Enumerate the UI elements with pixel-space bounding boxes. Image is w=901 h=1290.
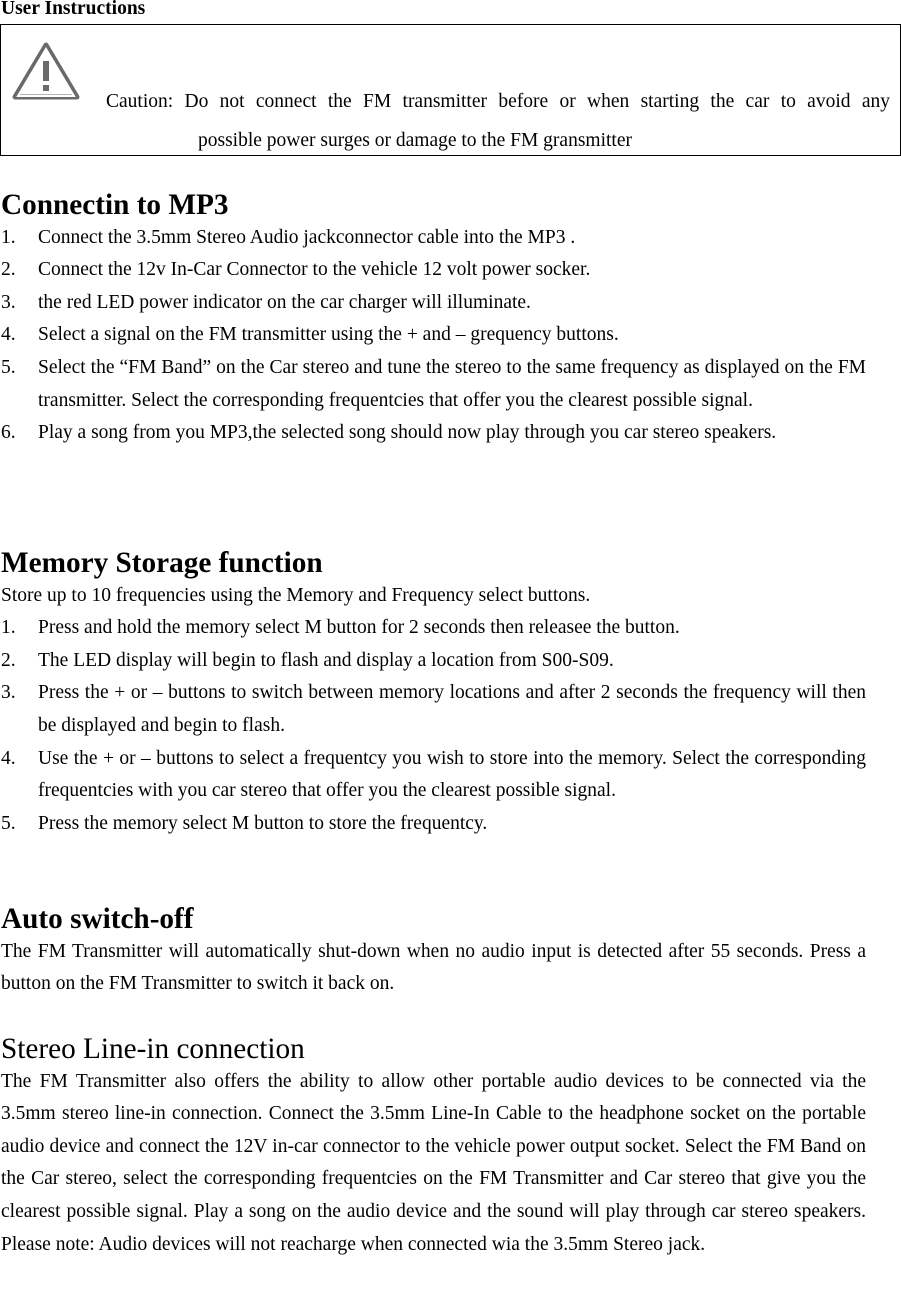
list-item (1, 808, 866, 841)
list-item (1, 645, 866, 678)
caution-box (0, 24, 901, 156)
caution-text (1, 83, 890, 161)
line-in-section (1, 1033, 866, 1261)
page-title: User Instructions (1, 0, 146, 19)
list-item-text: the red LED power indicator on the car charger will illuminate. (38, 291, 531, 313)
auto-off-text: The FM Transmitter will automatically shut-down when no audio input is detected after 55 seconds. Press a button on the FM Transmitter to switch it back on. (1, 940, 866, 995)
list-number: 2. (1, 259, 16, 281)
list-number: 4. (1, 747, 16, 769)
list-number: 4. (1, 324, 16, 346)
mp3-heading: Connectin to MP3 (1, 189, 229, 221)
memory-intro: Store up to 10 frequencies using the Memory and Frequency select buttons. (1, 584, 591, 606)
auto-off-section (1, 903, 866, 1001)
list-item (1, 319, 866, 352)
list-item-text: Press and hold the memory select M button for 2 seconds then releasee the button. (38, 617, 680, 639)
line-in-heading: Stereo Line-in connection (1, 1033, 305, 1065)
list-item-text: Press the memory select M button to store the frequentcy. (38, 812, 488, 834)
memory-heading: Memory Storage function (1, 547, 323, 579)
list-item-text: Select the “FM Band” on the Car stereo and tune the stereo to the same frequency as displayed on the FM transmitter. Select the corresponding frequentcies that offer you the clearest possible signal. (38, 356, 866, 411)
list-item (1, 417, 866, 450)
mp3-section (1, 189, 866, 450)
mp3-steps (1, 222, 866, 450)
list-item-text: The LED display will begin to flash and display a location from S00-S09. (38, 649, 614, 671)
caution-line-1: Caution: Do not connect the FM transmitter before or when starting the car to avoid any (106, 91, 890, 112)
list-number: 3. (1, 682, 16, 704)
auto-off-heading: Auto switch-off (1, 903, 194, 935)
list-item-text: Use the + or – buttons to select a frequentcy you wish to store into the memory. Select the corresponding frequentcies with you car stereo that offer you the clearest possible signal. (38, 747, 866, 802)
list-number: 5. (1, 356, 16, 378)
list-item (1, 222, 866, 255)
list-number: 1. (1, 226, 16, 248)
caution-line-2: possible power surges or damage to the FM gransmitter (198, 130, 632, 151)
list-item (1, 352, 866, 417)
list-item-text: Connect the 12v In-Car Connector to the vehicle 12 volt power socker. (38, 259, 591, 281)
memory-steps (1, 612, 866, 840)
list-item (1, 743, 866, 808)
list-item (1, 287, 866, 320)
list-number: 2. (1, 649, 16, 671)
list-number: 3. (1, 291, 16, 313)
list-item (1, 612, 866, 645)
list-item (1, 677, 866, 742)
list-number: 5. (1, 812, 16, 834)
list-item-text: Play a song from you MP3,the selected song should now play through you car stereo speakers. (38, 422, 777, 444)
line-in-text: The FM Transmitter also offers the ability to allow other portable audio devices to be connected via the 3.5mm stereo line-in connection. Connect the 3.5mm Line-In Cable to the headphone socket on the portable audio device and connect the 12V in-car connector to the vehicle power output socket. Select the FM Band on the Car stereo, select the corresponding frequentcies on the FM Transmitter and Car stereo that give you the clearest possible signal. Play a song on the audio device and the sound will play through car stereo speakers. Please note: Audio devices will not reacharge when connected wia the 3.5mm Stereo jack. (1, 1070, 866, 1255)
list-item-text: Connect the 3.5mm Stereo Audio jackconnector cable into the MP3 . (38, 226, 576, 248)
list-number: 6. (1, 422, 16, 444)
memory-section (1, 547, 866, 840)
list-number: 1. (1, 617, 16, 639)
list-item-text: Select a signal on the FM transmitter using the + and – grequency buttons. (38, 324, 619, 346)
list-item-text: Press the + or – buttons to switch between memory locations and after 2 seconds the frequency will then be displayed and begin to flash. (38, 682, 866, 736)
list-item (1, 254, 866, 287)
